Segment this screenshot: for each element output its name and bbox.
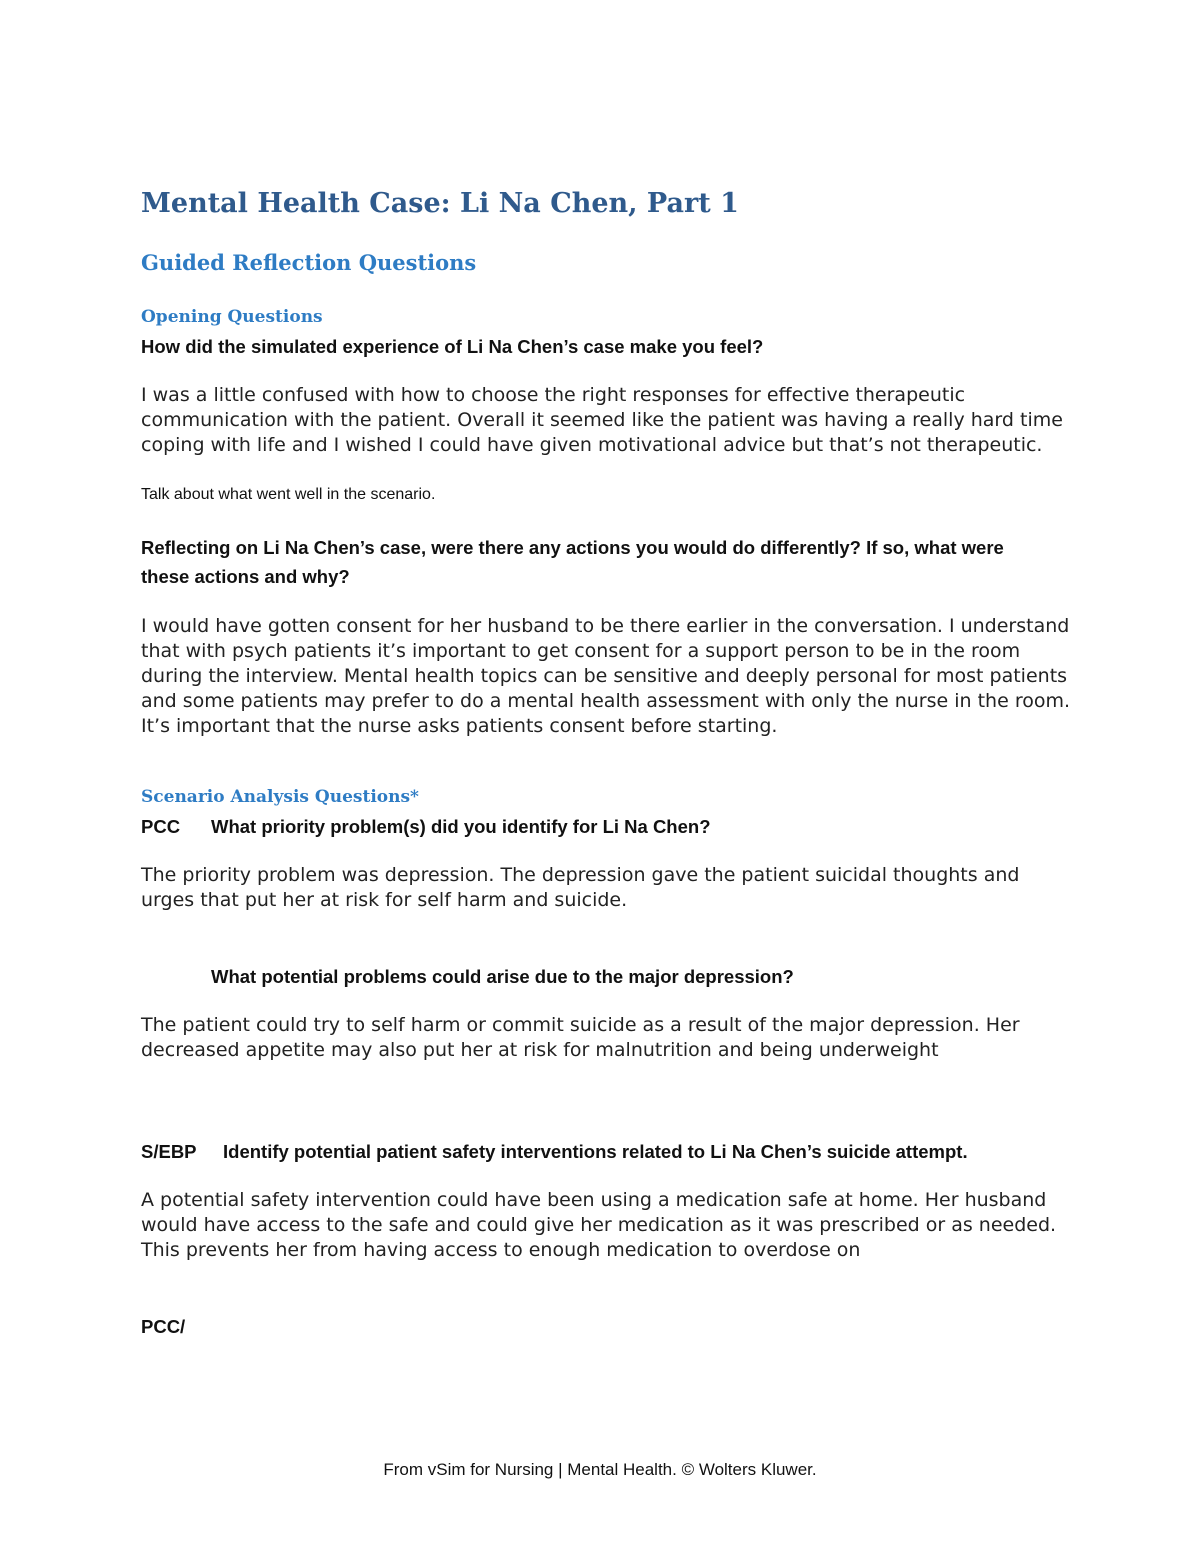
question-differently-line1: Reflecting on Li Na Chen’s case, were there any actions you would do differently? If so, what were	[141, 537, 1004, 558]
pcc-tag: PCC	[141, 816, 181, 837]
question-went-well: Talk about what went well in the scenario.	[141, 486, 436, 503]
question-differently-line2: these actions and why?	[141, 566, 350, 587]
pcc-tag-continued: PCC/	[141, 1316, 186, 1337]
answer-safety-interventions: A potential safety intervention could have been using a medication safe at home. Her husband would have access to the safe and could give her medication as it was prescribed or as needed. This prevents her from having access to enough medication to overdose on	[141, 1189, 1057, 1261]
question-feel: How did the simulated experience of Li Na Chen’s case make you feel?	[141, 336, 764, 357]
opening-questions-heading: Opening Questions	[141, 307, 323, 327]
answer-feel: I was a little confused with how to choose the right responses for effective therapeutic communication with the patient. Overall it seemed like the patient was having a really hard time coping with life and I wished I could have given motivational advice but that’s not therapeutic.	[141, 384, 1063, 456]
pcc-question-text: What priority problem(s) did you identify for Li Na Chen?	[211, 816, 711, 837]
sebp-tag: S/EBP	[141, 1141, 197, 1162]
page-footer: From vSim for Nursing | Mental Health. © Wolters Kluwer.	[383, 1460, 817, 1479]
question-priority-problem	[141, 816, 711, 838]
section-subtitle: Guided Reflection Questions	[141, 250, 477, 275]
question-safety-interventions	[141, 1141, 968, 1163]
answer-priority-problem: The priority problem was depression. The depression gave the patient suicidal thoughts and urges that put her at risk for self harm and suicide.	[141, 864, 1020, 911]
page-title: Mental Health Case: Li Na Chen, Part 1	[141, 188, 739, 219]
question-potential-problems: What potential problems could arise due to the major depression?	[211, 966, 794, 987]
answer-potential-problems: The patient could try to self harm or commit suicide as a result of the major depression. Her decreased appetite may also put her at risk for malnutrition and being underweight	[141, 1014, 1020, 1061]
answer-differently: I would have gotten consent for her husband to be there earlier in the conversation. I understand that with psych patients it’s important to get consent for a support person to be in the room during the interview. Mental health topics can be sensitive and deeply personal for most patients and some patients may prefer to do a mental health assessment with only the nurse in the room. It’s important that the nurse asks patients consent before starting.	[141, 615, 1071, 737]
scenario-analysis-heading: Scenario Analysis Questions*	[141, 787, 419, 807]
sebp-question-text: Identify potential patient safety interventions related to Li Na Chen’s suicide attempt.	[223, 1141, 968, 1162]
